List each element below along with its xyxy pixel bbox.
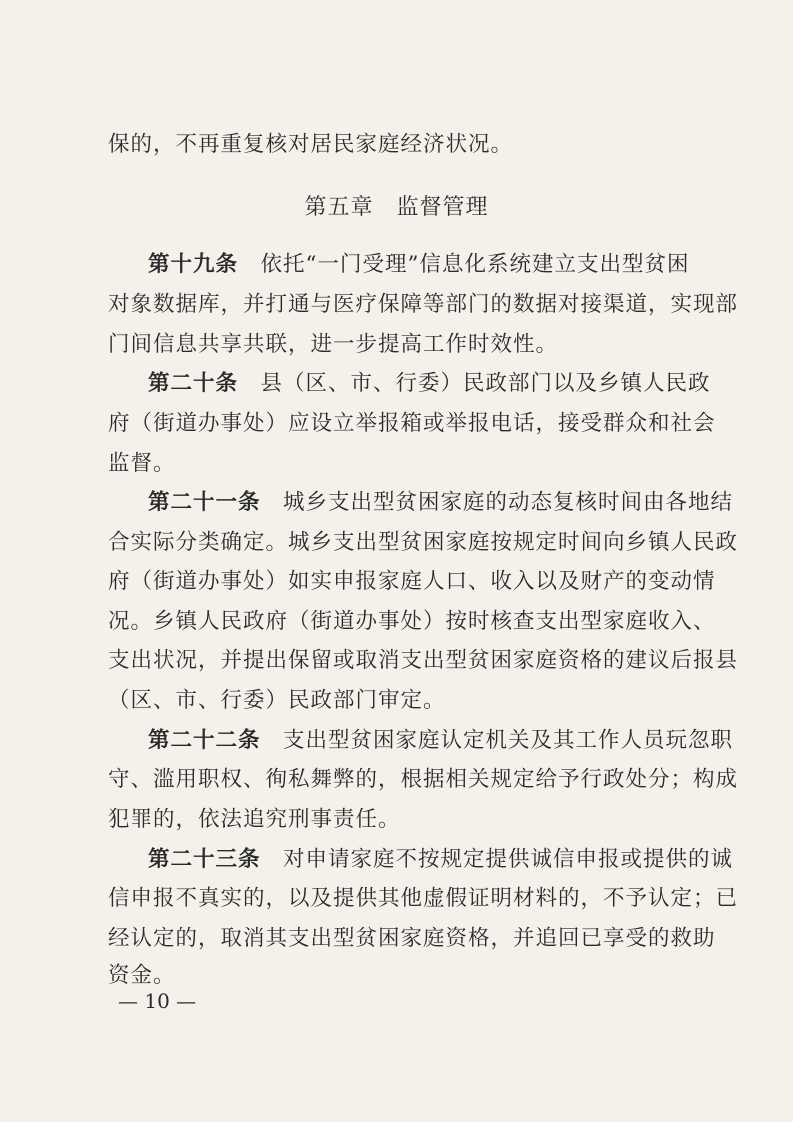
article-19-label: 第十九条 [148, 252, 239, 277]
article-22-line-2: 守、滥用职权、徇私舞弊的，根据相关规定给予行政处分；构成 [108, 767, 739, 792]
article-20-line-3: 监督。 [108, 451, 176, 476]
article-23-line-3: 经认定的，取消其支出型贫困家庭资格，并追回已享受的救助 [108, 926, 716, 951]
article-23-line-2: 信申报不真实的，以及提供其他虚假证明材料的，不予认定；已 [108, 886, 739, 911]
article-21-line-2: 合实际分类确定。城乡支出型贫困家庭按规定时间向乡镇人民政 [108, 530, 739, 555]
article-20-line-2: 府（街道办事处）应设立举报箱或举报电话，接受群众和社会 [108, 411, 716, 436]
article-20-text: 县（区、市、行委）民政部门以及乡镇人民政 [260, 371, 711, 396]
chapter-title: 第五章 监督管理 [304, 195, 489, 220]
article-21-label: 第二十一条 [148, 490, 261, 515]
article-19-text: 依托“一门受理”信息化系统建立支出型贫困 [260, 252, 690, 277]
article-22-line-3: 犯罪的，依法追究刑事责任。 [108, 807, 401, 832]
page-number: — 10 — [118, 989, 197, 1013]
article-23-first-line [148, 844, 733, 876]
article-20-first-line [148, 368, 711, 400]
article-22-label: 第二十二条 [148, 728, 261, 753]
article-22-text: 支出型贫困家庭认定机关及其工作人员玩忽职 [283, 728, 734, 753]
article-20-label: 第二十条 [148, 371, 239, 396]
article-21-line-3: 府（街道办事处）如实申报家庭人口、收入以及财产的变动情 [108, 569, 716, 594]
article-19-line-3: 门间信息共享共联，进一步提高工作时效性。 [108, 332, 559, 357]
intro-line: 保的，不再重复核对居民家庭经济状况。 [108, 132, 514, 157]
article-23-label: 第二十三条 [148, 847, 261, 872]
article-21-line-4: 况。乡镇人民政府（街道办事处）按时核查支出型家庭收入、 [108, 609, 716, 634]
article-23-line-4: 资金。 [108, 963, 176, 988]
article-23-text: 对申请家庭不按规定提供诚信申报或提供的诚 [283, 847, 734, 872]
article-19-line-2: 对象数据库，并打通与医疗保障等部门的数据对接渠道，实现部 [108, 292, 739, 317]
article-19-first-line [148, 249, 690, 281]
article-21-first-line [148, 487, 733, 519]
article-21-line-6: （区、市、行委）民政部门审定。 [108, 688, 446, 713]
article-21-line-5: 支出状况，并提出保留或取消支出型贫困家庭资格的建议后报县 [108, 648, 739, 673]
article-21-text: 城乡支出型贫困家庭的动态复核时间由各地结 [283, 490, 734, 515]
article-22-first-line [148, 725, 733, 757]
